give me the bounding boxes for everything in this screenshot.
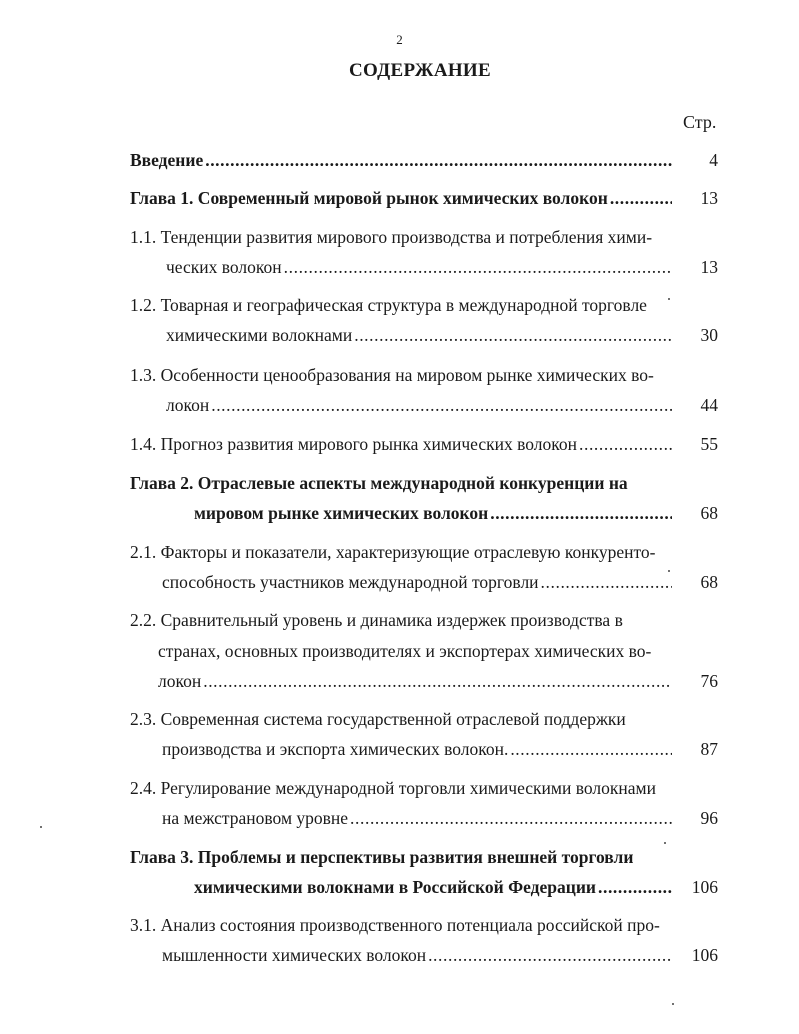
- toc-entry-line: [130, 707, 626, 731]
- toc-entry-line: [162, 737, 672, 761]
- dot-leader: [428, 943, 672, 967]
- toc-entry-text: Глава 1. Современный мировой рынок химических волокон: [130, 188, 608, 208]
- toc-entry-text: 1.4. Прогноз развития мирового рынка химических волокон: [130, 434, 577, 454]
- dot-leader: [598, 875, 672, 899]
- toc-entry-line: [130, 148, 672, 172]
- toc-entry-text: Глава 3. Проблемы и перспективы развития внешней торговли: [130, 847, 634, 867]
- toc-entry-text: способность участников международной торговли: [162, 572, 539, 592]
- dot-leader: [579, 432, 672, 456]
- toc-entry-line: [130, 225, 652, 249]
- scan-speck: [668, 298, 670, 300]
- toc-entry-line: [130, 471, 628, 495]
- toc-entry-line: [158, 639, 651, 663]
- toc-page-number: 13: [700, 257, 718, 277]
- toc-entry-line: [130, 776, 656, 800]
- dot-leader: [541, 570, 672, 594]
- toc-entry-line: [166, 393, 672, 417]
- toc-entry-line: [130, 845, 633, 869]
- toc-entry-text: 2.1. Факторы и показатели, характеризующие отраслевую конкуренто-: [130, 542, 656, 562]
- toc-entry-line: [130, 363, 654, 387]
- toc-page-number: 106: [691, 877, 718, 897]
- toc-entry-text: странах, основных производителях и экспортерах химических во-: [158, 641, 652, 661]
- toc-entry-line: [158, 669, 672, 693]
- toc-entry-line: [166, 323, 672, 347]
- toc-entry-text: 1.1. Тенденции развития мирового производства и потребления хими-: [130, 227, 653, 247]
- toc-entry-text: химическими волокнами: [166, 325, 353, 345]
- scan-speck: [668, 570, 670, 572]
- toc-entry-text: 1.2. Товарная и географическая структура в международной торговле: [130, 295, 647, 315]
- toc-entry-text: на межстрановом уровне: [162, 808, 349, 828]
- toc-entry-line: [130, 540, 656, 564]
- toc-entry-line: [194, 501, 672, 525]
- page-column-label: Стр.: [683, 112, 717, 132]
- toc-entry-line: [130, 608, 623, 632]
- dot-leader: [510, 737, 672, 761]
- toc-entry-line: [194, 875, 672, 899]
- toc-entry-text: локон: [158, 671, 202, 691]
- toc-entry-text: Введение: [130, 150, 204, 170]
- toc-page-number: 106: [691, 945, 718, 965]
- toc-page-number: 76: [700, 671, 718, 691]
- toc-page-number: 30: [700, 325, 718, 345]
- toc-entry-text: химическими волокнами в Российской Федерации: [194, 877, 596, 897]
- toc-page-number: 68: [700, 503, 718, 523]
- dot-leader: [284, 255, 672, 279]
- toc-entry-text: мировом рынке химических волокон: [194, 503, 489, 523]
- toc-entry-line: [130, 432, 672, 456]
- toc-page-number: 87: [700, 739, 718, 759]
- toc-entry-line: [162, 806, 672, 830]
- toc-entry-text: 1.3. Особенности ценообразования на мировом рынке химических во-: [130, 365, 654, 385]
- toc-page-number: 68: [700, 572, 718, 592]
- page-number: 2: [396, 32, 403, 47]
- dot-leader: [205, 148, 672, 172]
- toc-entry-line: [130, 186, 672, 210]
- toc-entry-text: ческих волокон: [166, 257, 282, 277]
- scan-speck: [40, 826, 42, 828]
- toc-entry-line: [162, 570, 672, 594]
- toc-entry-line: [130, 913, 660, 937]
- toc-entry-text: локон: [166, 395, 210, 415]
- toc-entry-text: 3.1. Анализ состояния производственного потенциала российской про-: [130, 915, 660, 935]
- toc-entry-text: производства и экспорта химических волокон.: [162, 739, 509, 759]
- dot-leader: [211, 393, 672, 417]
- scan-speck: [664, 842, 666, 844]
- scan-speck: [672, 1003, 674, 1005]
- dot-leader: [490, 501, 672, 525]
- toc-entry-line: [166, 255, 672, 279]
- toc-entry-text: 2.2. Сравнительный уровень и динамика издержек производства в: [130, 610, 623, 630]
- toc-page-number: 96: [700, 808, 718, 828]
- dot-leader: [354, 323, 672, 347]
- toc-page-number: 13: [700, 188, 718, 208]
- toc-entry-text: Глава 2. Отраслевые аспекты международной конкуренции на: [130, 473, 628, 493]
- toc-entry-text: 2.3. Современная система государственной отраслевой поддержки: [130, 709, 626, 729]
- toc-page-number: 4: [709, 150, 718, 170]
- toc-entry-text: мышленности химических волокон: [162, 945, 427, 965]
- toc-entry-text: 2.4. Регулирование международной торговли химическими волокнами: [130, 778, 656, 798]
- toc-title: СОДЕРЖАНИЕ: [349, 60, 491, 81]
- dot-leader: [203, 669, 672, 693]
- dot-leader: [350, 806, 672, 830]
- toc-page-number: 44: [700, 395, 718, 415]
- toc-entry-line: [130, 293, 647, 317]
- toc-entry-line: [162, 943, 672, 967]
- toc-page-number: 55: [700, 434, 718, 454]
- dot-leader: [610, 186, 672, 210]
